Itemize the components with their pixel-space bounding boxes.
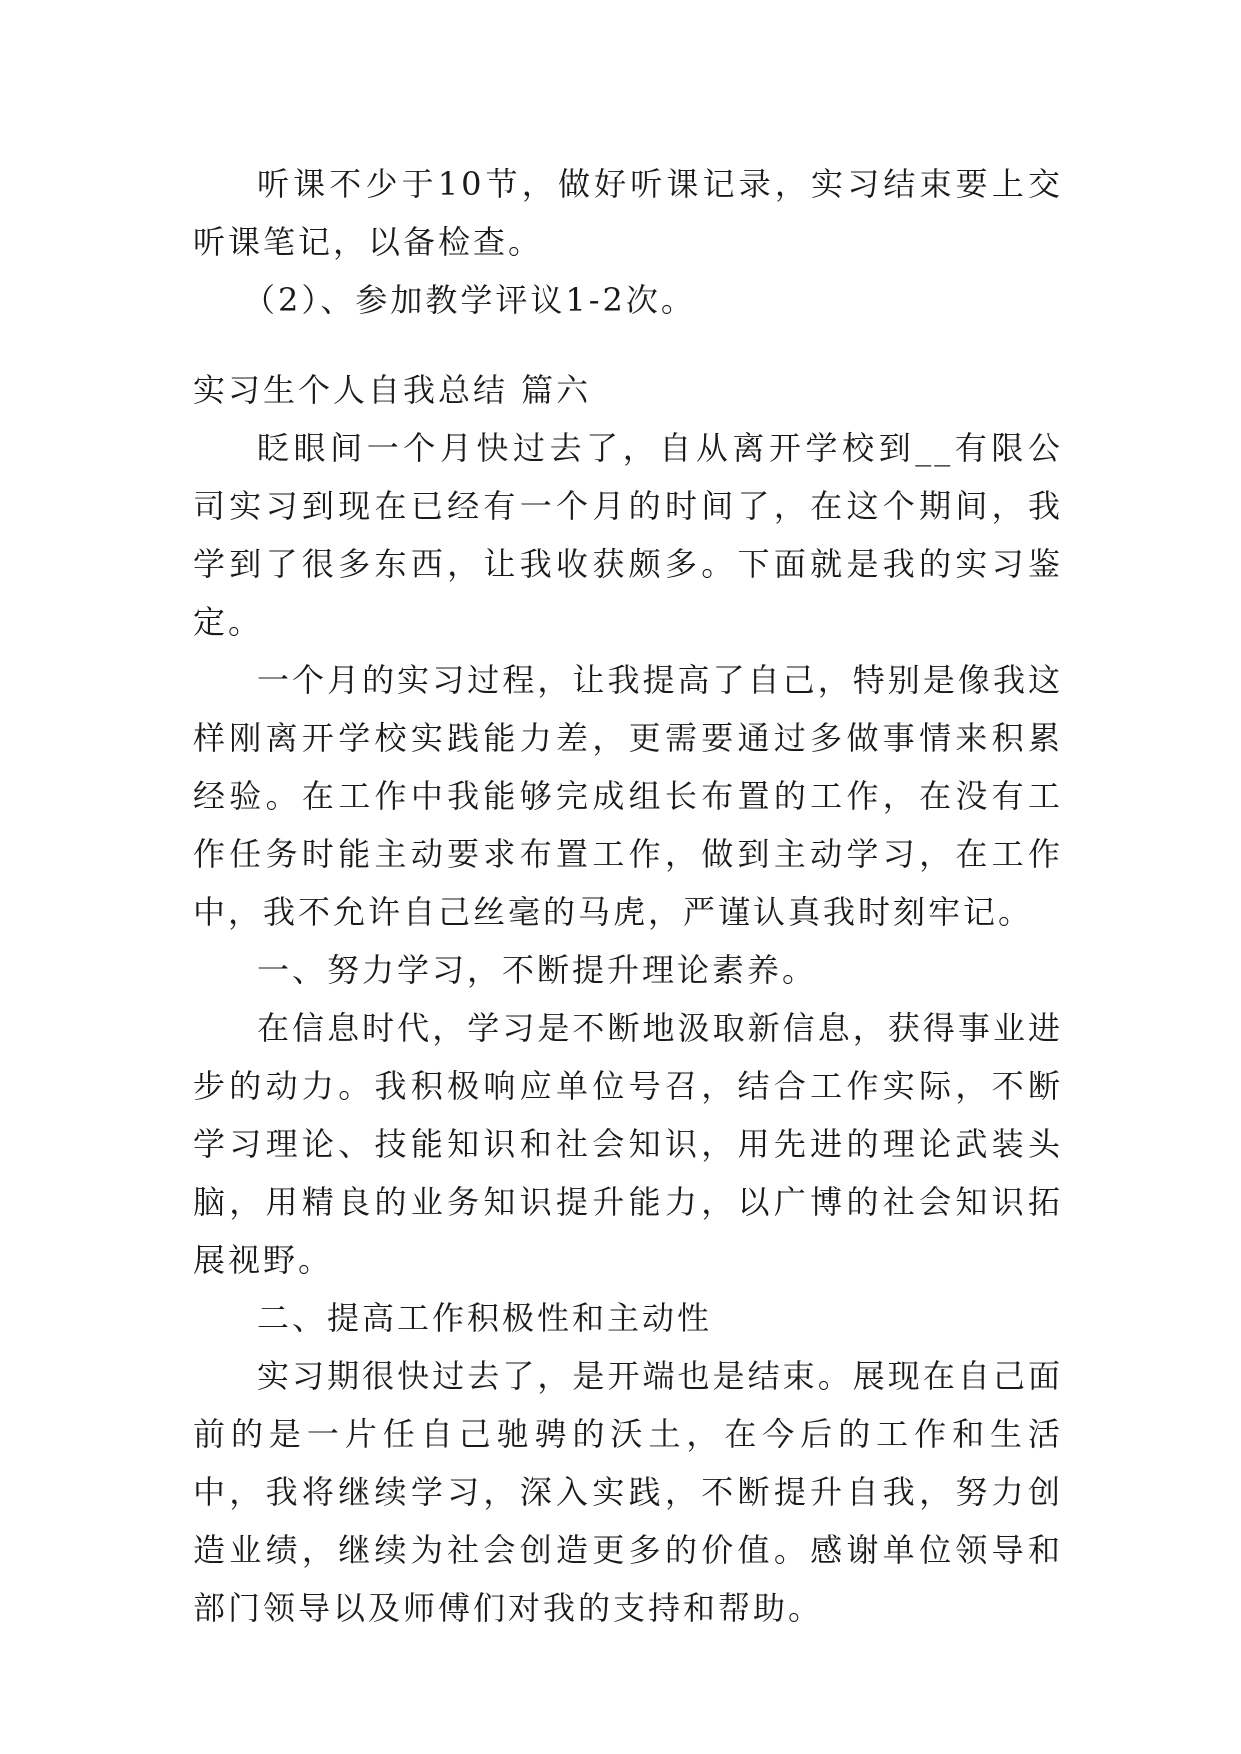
paragraph-study: 在信息时代，学习是不断地汲取新信息，获得事业进步的动力。我积极响应单位号召，结合工作实际，不断学习理论、技能知识和社会知识，用先进的理论武装头脑，用精良的业务知识提升能力，以广博的社会知识拓展视野。: [193, 1009, 1063, 1279]
paragraph-intro: 眨眼间一个月快过去了，自从离开学校到__有限公司实习到现在已经有一个月的时间了，在这个期间，我学到了很多东西，让我收获颇多。下面就是我的实习鉴定。: [193, 429, 1063, 641]
paragraph-conclusion: 实习期很快过去了，是开端也是结束。展现在自己面前的是一片任自己驰骋的沃土，在今后的工作和生活中，我将继续学习，深入实践，不断提升自我，努力创造业绩，继续为社会创造更多的价值。感谢单位领导和部门领导以及师傅们对我的支持和帮助。: [193, 1357, 1063, 1627]
paragraph-teaching-review: （2）、参加教学评议1-2次。: [243, 281, 696, 319]
paragraph-listening: 听课不少于10节，做好听课记录，实习结束要上交听课笔记，以备检查。: [193, 165, 1063, 261]
subheading-initiative: 二、提高工作积极性和主动性: [257, 1299, 713, 1337]
subheading-study: 一、努力学习，不断提升理论素养。: [257, 951, 818, 989]
paragraph-improvement: 一个月的实习过程，让我提高了自己，特别是像我这样刚离开学校实践能力差，更需要通过多做事情来积累经验。在工作中我能够完成组长布置的工作，在没有工作任务时能主动要求布置工作，做到主动学习，在工作中，我不允许自己丝毫的马虎，严谨认真我时刻牢记。: [193, 661, 1063, 931]
section-heading: 实习生个人自我总结 篇六: [193, 371, 592, 409]
document-body: [193, 155, 1063, 1637]
